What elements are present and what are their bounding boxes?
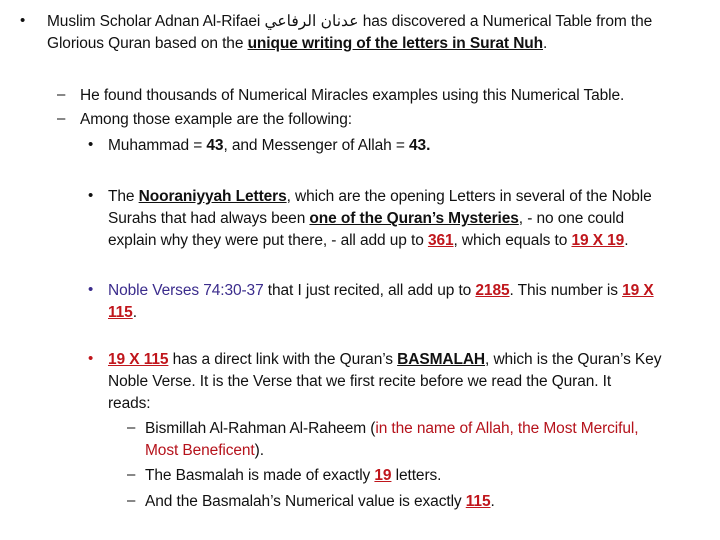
dash-marker: – [127, 419, 136, 436]
bullet-marker: • [88, 281, 94, 298]
dash-marker: – [127, 466, 136, 483]
item-verses-line1 [108, 280, 654, 301]
value-red: 19 X 115 [108, 351, 169, 368]
text: . [624, 232, 629, 249]
bullet-marker: • [88, 350, 94, 367]
text: . This number is [509, 282, 623, 299]
emphasis-text: Nooraniyyah Letters [138, 188, 287, 205]
dash-marker: – [57, 110, 66, 127]
item-basmalah-line2: Noble Verse. It is the Verse that we first recite before we read the Quran. It [108, 373, 612, 390]
value-red: 19 X [622, 282, 654, 299]
translation-text: Most Beneficent [145, 442, 255, 459]
text: Muhammad = [108, 137, 207, 154]
text: The Basmalah is made of exactly [145, 467, 375, 484]
sub1-text: He found thousands of Numerical Miracles examples using this Numerical Table. [80, 87, 625, 104]
item-basmalah-line1 [108, 349, 661, 370]
value-red: 361 [427, 232, 454, 249]
value-red: 2185 [475, 282, 510, 299]
basmalah-sub1-line1 [145, 418, 638, 439]
text: . [543, 35, 548, 52]
value-red: 115 [465, 493, 491, 510]
text: Muslim Scholar Adnan Al-Rifaei [47, 13, 265, 30]
bullet-marker: • [88, 187, 94, 204]
value-red: 19 [374, 467, 392, 484]
sub2-text: Among those example are the following: [80, 111, 352, 128]
bullet-marker: • [88, 136, 94, 153]
value: 43 [206, 137, 224, 154]
item-nooraniyyah-line2 [108, 208, 624, 229]
item-muhammad [108, 135, 430, 156]
arabic-name: عدنان الرفاعي [264, 13, 359, 30]
text: Glorious Quran based on the [47, 35, 248, 52]
emphasis-text: unique writing of the letters in Surat Nuh [247, 35, 544, 52]
item-verses-line2 [108, 302, 137, 323]
text: Bismillah Al-Rahman Al-Raheem ( [145, 420, 376, 437]
bullet-marker: • [20, 12, 26, 29]
emphasis-text: one of the Quran’s Mysteries [309, 210, 519, 227]
text: . [132, 304, 137, 321]
emphasis-text: BASMALAH [397, 351, 486, 368]
text: , - no one could [518, 210, 625, 227]
bullet1-line1 [47, 11, 652, 32]
value-red: 19 X 19 [571, 232, 625, 249]
text: has discovered a Numerical Table from the [358, 13, 653, 30]
text: , and Messenger of Allah = [223, 137, 410, 154]
text: , which are the opening Letters in several of the Noble [286, 188, 652, 205]
value-red: 115 [108, 304, 133, 321]
text: that I just recited, all add up to [263, 282, 476, 299]
basmalah-sub2 [145, 465, 441, 486]
dash-marker: – [127, 492, 136, 509]
text: And the Basmalah’s Numerical value is exactly [145, 493, 466, 510]
text: The [108, 188, 139, 205]
text: Surahs that had always been [108, 210, 310, 227]
text: ). [254, 442, 264, 459]
text: explain why they were put there, - all add up to [108, 232, 428, 249]
text: , which is the Quran’s Key [485, 351, 662, 368]
dash-marker: – [57, 86, 66, 103]
item-basmalah-line3: reads: [108, 395, 151, 412]
item-nooraniyyah-line3 [108, 230, 628, 251]
basmalah-sub3 [145, 491, 495, 512]
text: has a direct link with the Quran’s [168, 351, 398, 368]
text: letters. [391, 467, 442, 484]
item-nooraniyyah-line1 [108, 186, 652, 207]
basmalah-sub1-line2 [145, 440, 264, 461]
translation-text: in the name of Allah, the Most Merciful, [375, 420, 639, 437]
text: , which equals to [453, 232, 572, 249]
bullet1-line2 [47, 33, 547, 54]
verse-reference: Noble Verses 74:30-37 [108, 282, 264, 299]
text: . [490, 493, 495, 510]
value: 43. [409, 137, 431, 154]
